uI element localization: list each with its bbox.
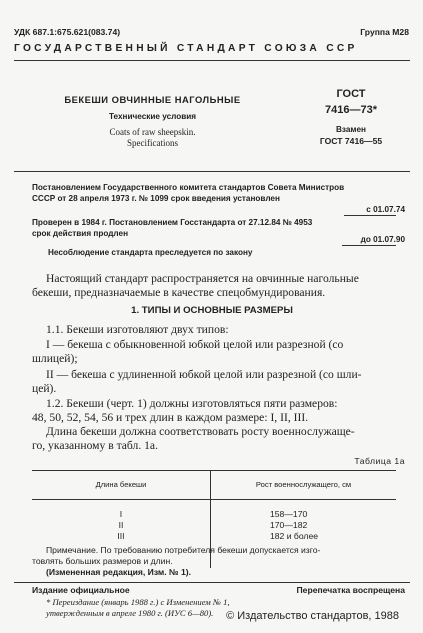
document-title: БЕКЕШИ ОВЧИННЫЕ НАГОЛЬНЫЕ: [64, 94, 241, 105]
intro-line1: Настоящий стандарт распространяется на овчинные нагольные: [46, 272, 359, 285]
amendment-note: (Измененная редакция, Изм. № 1).: [46, 567, 192, 577]
clause-1-1: 1.1. Бекеши изготовляют двух типов:: [46, 323, 229, 336]
decree-line2: СССР от 28 апреля 1973 г. № 1099 срок введения установлен: [32, 194, 280, 203]
group-code: Группа М28: [360, 27, 409, 37]
reissue-note-line2: утвержденным в апреле 1980 г. (ИУС 6—80).: [46, 608, 214, 618]
udk-code: УДК 687.1:675.621(083.74): [14, 27, 121, 37]
clause-1-2-line2: 48, 50, 52, 54, 56 и трех длин в каждом размере: I, II, III.: [32, 411, 309, 424]
table-row-1-length: I: [119, 509, 123, 519]
extended-date-underline: [342, 245, 396, 246]
intro-line2: бекеши, предназначаемые в качестве спецобмундирования.: [32, 286, 326, 299]
footer-rule: [14, 582, 410, 583]
reprint-prohibited: Перепечатка воспрещена: [296, 585, 405, 595]
title-rule: [14, 171, 410, 172]
table-note-line1: Примечание. По требованию потребителя бекеши допускается изго-: [46, 545, 321, 555]
table-row-2-height: 170—182: [270, 520, 308, 530]
table-row-1-height: 158—170: [270, 509, 308, 519]
type-2-line1: II — бекеша с удлиненной юбкой целой или разрезной (со шли-: [46, 368, 362, 381]
table-header-length: Длина бекеши: [95, 480, 147, 489]
extended-date: до 01.07.90: [360, 235, 405, 244]
type-1-line2: шлицей);: [32, 352, 78, 365]
replaces-number: ГОСТ 7416—55: [319, 136, 383, 146]
standard-banner: ГОСУДАРСТВЕННЫЙ СТАНДАРТ СОЮЗА ССР: [14, 43, 358, 54]
type-2-line2: цей).: [32, 382, 57, 395]
gost-label: ГОСТ: [336, 88, 366, 100]
gost-number: 7416—73*: [325, 104, 377, 116]
table-row-2-length: II: [118, 520, 124, 530]
decree-line1: Постановлением Государственного комитета стандартов Совета Министров: [32, 183, 345, 192]
table-header-height: Рост военнослужащего, см: [255, 480, 352, 489]
length-para-line2: го, указанному в табл. 1а.: [32, 439, 158, 452]
decree-line4: срок действия продлен: [32, 229, 129, 238]
english-title-line1: Coats of raw sheepskin.: [109, 127, 196, 137]
banner-rule: [14, 60, 410, 61]
table-header-rule: [32, 499, 396, 500]
decree-line3: Проверен в 1984 г. Постановлением Госстандарта от 27.12.84 № 4953: [32, 218, 313, 227]
table-row-3-height: 182 и более: [270, 531, 318, 541]
replaces-label: Взамен: [336, 125, 366, 134]
copyright: © Издательство стандартов, 1988: [226, 610, 399, 622]
type-1-line1: I — бекеша с обыкновенной юбкой целой или разрезной (со: [46, 338, 344, 351]
effective-date-underline: [344, 215, 396, 216]
section-1-heading: 1. ТИПЫ И ОСНОВНЫЕ РАЗМЕРЫ: [131, 305, 293, 316]
official-edition: Издание официальное: [32, 585, 130, 595]
table-note-line2: товлять больших размеров и длин.: [32, 556, 173, 566]
reissue-note-line1: * Переиздание (январь 1988 г.) с Изменением № 1,: [46, 597, 230, 607]
length-para-line1: Длина бекеши должна соответствовать росту военнослужаще-: [46, 425, 355, 438]
effective-date: с 01.07.74: [366, 205, 405, 214]
legal-warning: Несоблюдение стандарта преследуется по закону: [48, 248, 253, 257]
table-row-3-length: III: [117, 531, 125, 541]
table-top-rule: [32, 470, 396, 471]
clause-1-2-line1: 1.2. Бекеши (черт. 1) должны изготовляться пяти размеров:: [46, 397, 338, 410]
english-title-line2: Specifications: [127, 138, 178, 148]
document-subtitle: Технические условия: [108, 112, 197, 121]
table-caption: Таблица 1а: [354, 456, 405, 466]
